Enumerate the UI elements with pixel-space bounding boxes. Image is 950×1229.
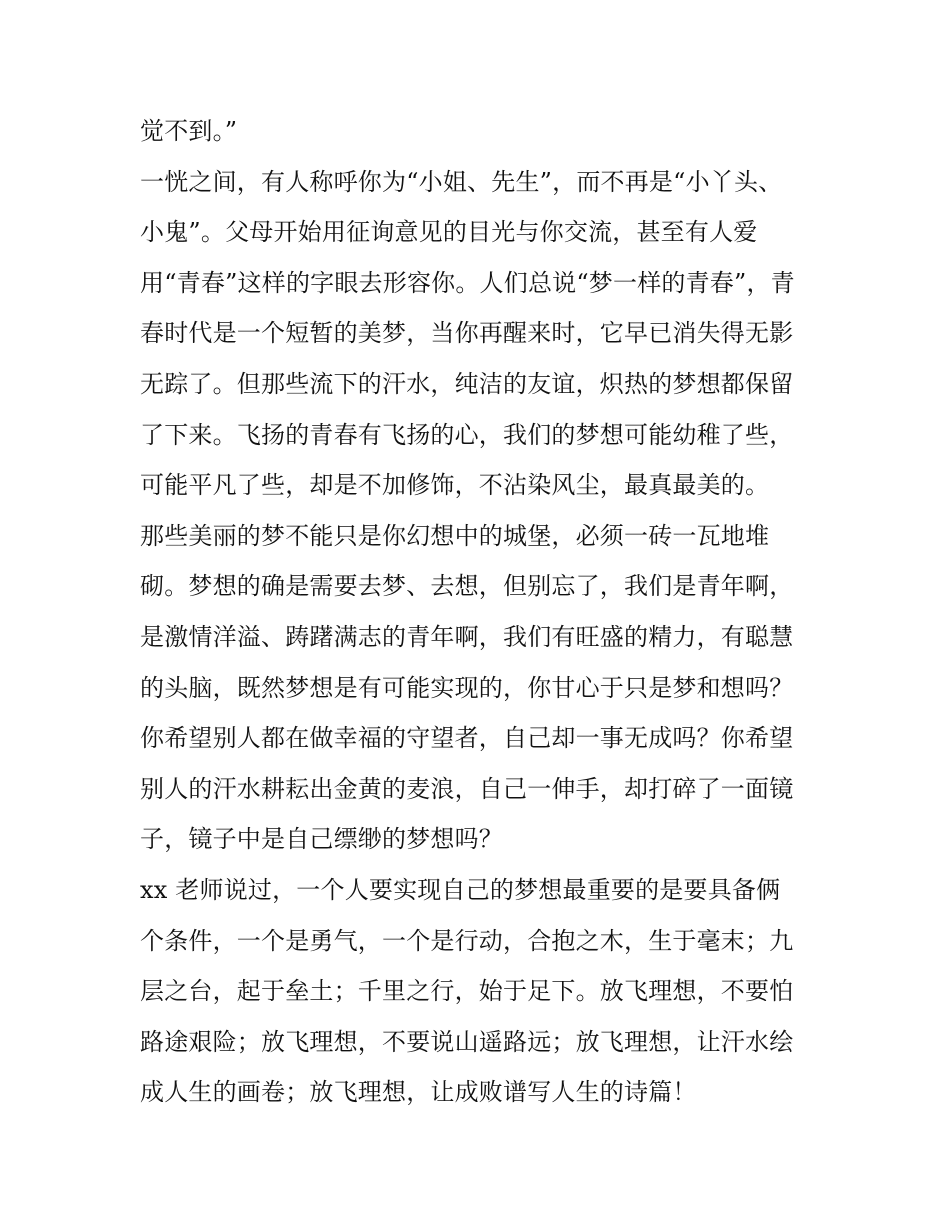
- text-line: 一恍之间，有人称呼你为“小姐、先生”，而不再是“小丫头、: [140, 167, 783, 196]
- text-line: 了下来。飞扬的青春有飞扬的心，我们的梦想可能幼稚了些，: [140, 420, 794, 449]
- text-line: 那些美丽的梦不能只是你幻想中的城堡，必须一砖一瓦地堆: [140, 521, 770, 550]
- text-line: 你希望别人都在做幸福的守望者，自己却一事无成吗？你希望: [140, 724, 794, 753]
- text-line: 可能平凡了些，却是不加修饰，不沾染风尘，最真最美的。: [140, 471, 770, 500]
- text-line: 子，镜子中是自己缥缈的梦想吗？: [140, 825, 503, 854]
- text-line: 砌。梦想的确是需要去梦、去想，但别忘了，我们是青年啊，: [140, 572, 794, 601]
- text-line: 个条件，一个是勇气，一个是行动，合抱之木，生于毫末；九: [140, 926, 794, 955]
- text-line: 无踪了。但那些流下的汗水，纯洁的友谊，炽热的梦想都保留: [140, 369, 794, 398]
- text-line: 是激情洋溢、踌躇满志的青年啊，我们有旺盛的精力，有聪慧: [140, 622, 794, 651]
- text-line: 别人的汗水耕耘出金黄的麦浪，自己一伸手，却打碎了一面镜: [140, 774, 794, 803]
- text-line: 小鬼”。父母开始用征询意见的目光与你交流，甚至有人爱: [140, 218, 758, 247]
- text-line: 层之台，起于垒土；千里之行，始于足下。放飞理想，不要怕: [140, 977, 794, 1006]
- text-line: 春时代是一个短暂的美梦，当你再醒来时，它早已消失得无影: [140, 319, 794, 348]
- text-line: 觉不到。”: [140, 117, 238, 145]
- text-line: 的头脑，既然梦想是有可能实现的，你甘心于只是梦和想吗？: [140, 673, 794, 702]
- text-line: xx 老师说过，一个人要实现自己的梦想最重要的是要具备俩: [140, 875, 781, 904]
- text-line: 路途艰险；放飞理想，不要说山遥路远；放飞理想，让汗水绘: [140, 1027, 794, 1056]
- text-line: 成人生的画卷；放飞理想，让成败谱写人生的诗篇！: [140, 1078, 697, 1107]
- body-text: [140, 106, 820, 1118]
- text-line: 用“青春”这样的字眼去形容你。人们总说“梦一样的青春”，青: [140, 268, 795, 297]
